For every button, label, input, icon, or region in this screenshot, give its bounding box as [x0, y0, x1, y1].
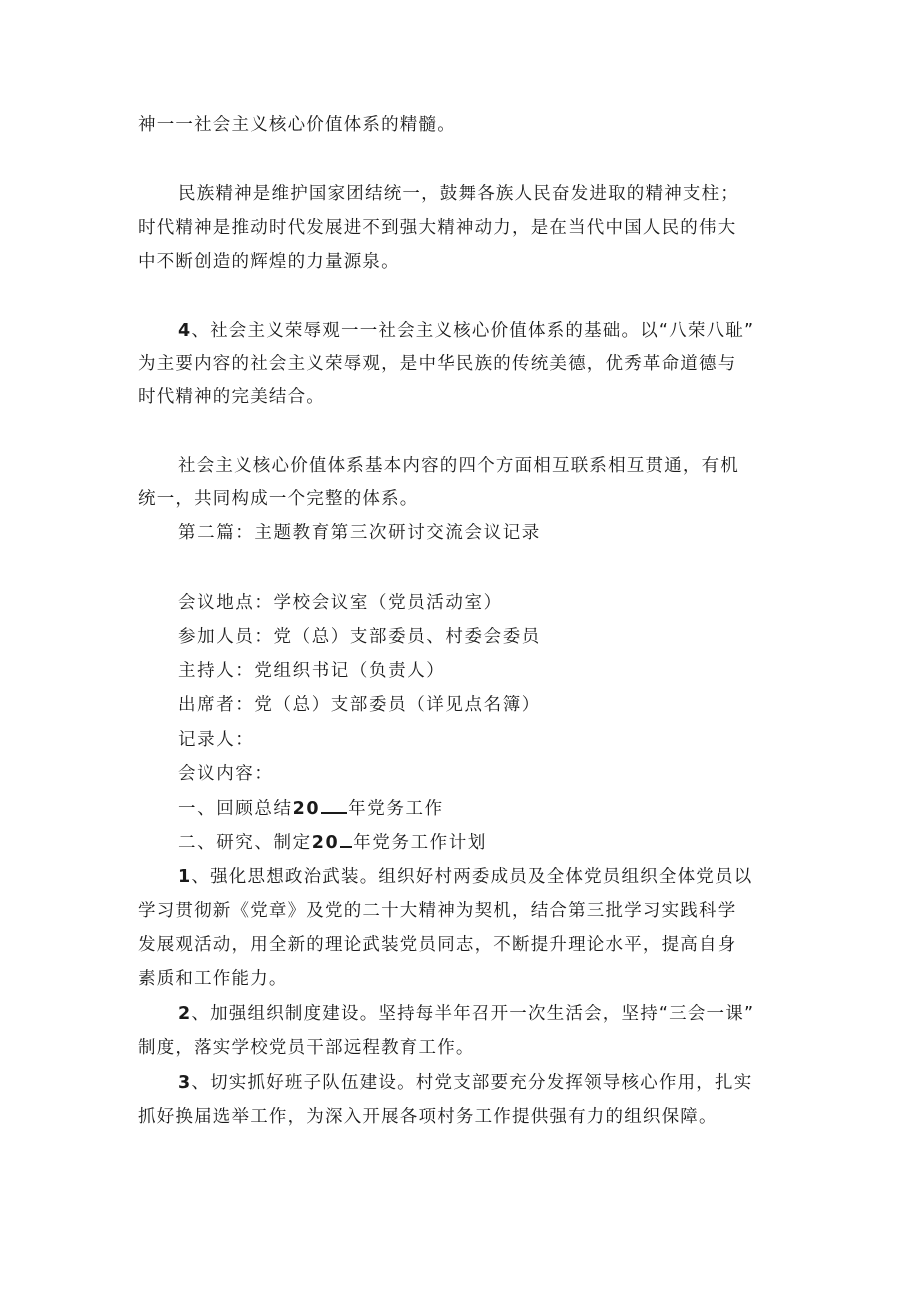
honor-item-number: 4: [178, 321, 192, 341]
item-one-line-2: 学习贯彻新《党章》及党的二十大精神为契机，结合第三批学习实践科学: [138, 901, 737, 921]
item-three-line-2: 抓好换届选举工作，为深入开展各项村务工作提供强有力的组织保障。: [138, 1107, 718, 1127]
item-one-line-1-text: 、强化思想政治武装。组织好村两委成员及全体党员组织全体党员以: [191, 867, 753, 887]
spirit-paragraph-line-1: 民族精神是维护国家团结统一，鼓舞各族人民奋发进取的精神支柱；: [178, 184, 739, 204]
honor-paragraph-line-2: 为主要内容的社会主义荣辱观，是中华民族的传统美德，优秀革命道德与: [138, 354, 737, 374]
meeting-content-label: 会议内容：: [178, 764, 274, 784]
year-blank-underline: [321, 797, 347, 814]
item-three-line-1: [178, 1072, 838, 1094]
item-two-line-2: 制度，落实学校党员干部远程教育工作。: [138, 1038, 475, 1058]
spirit-paragraph-line-2: 时代精神是推动时代发展进不到强大精神动力，是在当代中国人民的伟大: [138, 218, 737, 238]
item-two-line-1-text: 、加强组织制度建设。坚持每半年召开一次生活会，坚持“三会一课”: [191, 1004, 755, 1024]
meeting-location: 会议地点：学校会议室（党员活动室）: [178, 593, 503, 613]
meeting-attendees: 参加人员：党（总）支部委员、村委会委员: [178, 627, 541, 647]
item-two-line-1: [178, 1003, 838, 1025]
system-paragraph-line-2: 统一，共同构成一个完整的体系。: [138, 489, 419, 509]
item-three-number: 3: [178, 1073, 192, 1093]
item-one-line-1: [178, 866, 838, 888]
spirit-paragraph-line-3: 中不断创造的辉煌的力量源泉。: [138, 252, 400, 272]
honor-line-1-text: 、社会主义荣辱观一一社会主义核心价值体系的基础。以“八荣八耻”: [191, 321, 755, 341]
chapter-title: 第二篇：主题教育第三次研讨交流会议记录: [178, 523, 541, 543]
section-two-suffix: 年党务工作计划: [353, 833, 487, 853]
meeting-recorder: 记录人：: [178, 730, 255, 750]
item-one-number: 1: [178, 867, 192, 887]
section-one-heading: [178, 797, 838, 820]
section-two-year: 20: [311, 833, 340, 853]
section-one-prefix: 一、回顾总结: [178, 799, 293, 819]
item-one-line-4: 素质和工作能力。: [138, 969, 288, 989]
meeting-present: 出席者：党（总）支部委员（详见点名簿）: [178, 695, 541, 715]
section-one-suffix: 年党务工作: [348, 799, 444, 819]
year-blank-underline: [340, 831, 352, 848]
section-one-year: 20: [292, 799, 321, 819]
honor-paragraph-line-3: 时代精神的完美结合。: [138, 387, 325, 407]
item-three-line-1-text: 、切实抓好班子队伍建设。村党支部要充分发挥领导核心作用，扎实: [191, 1073, 753, 1093]
section-two-heading: [178, 831, 838, 854]
item-two-number: 2: [178, 1004, 192, 1024]
meeting-host: 主持人：党组织书记（负责人）: [178, 661, 446, 681]
honor-paragraph-line-1: [178, 320, 838, 342]
intro-line: 神一一社会主义核心价值体系的精髓。: [138, 115, 456, 135]
section-two-prefix: 二、研究、制定: [178, 833, 312, 853]
system-paragraph-line-1: 社会主义核心价值体系基本内容的四个方面相互联系相互贯通，有机: [178, 456, 739, 476]
item-one-line-3: 发展观活动，用全新的理论武装党员同志，不断提升理论水平，提高自身: [138, 935, 737, 955]
